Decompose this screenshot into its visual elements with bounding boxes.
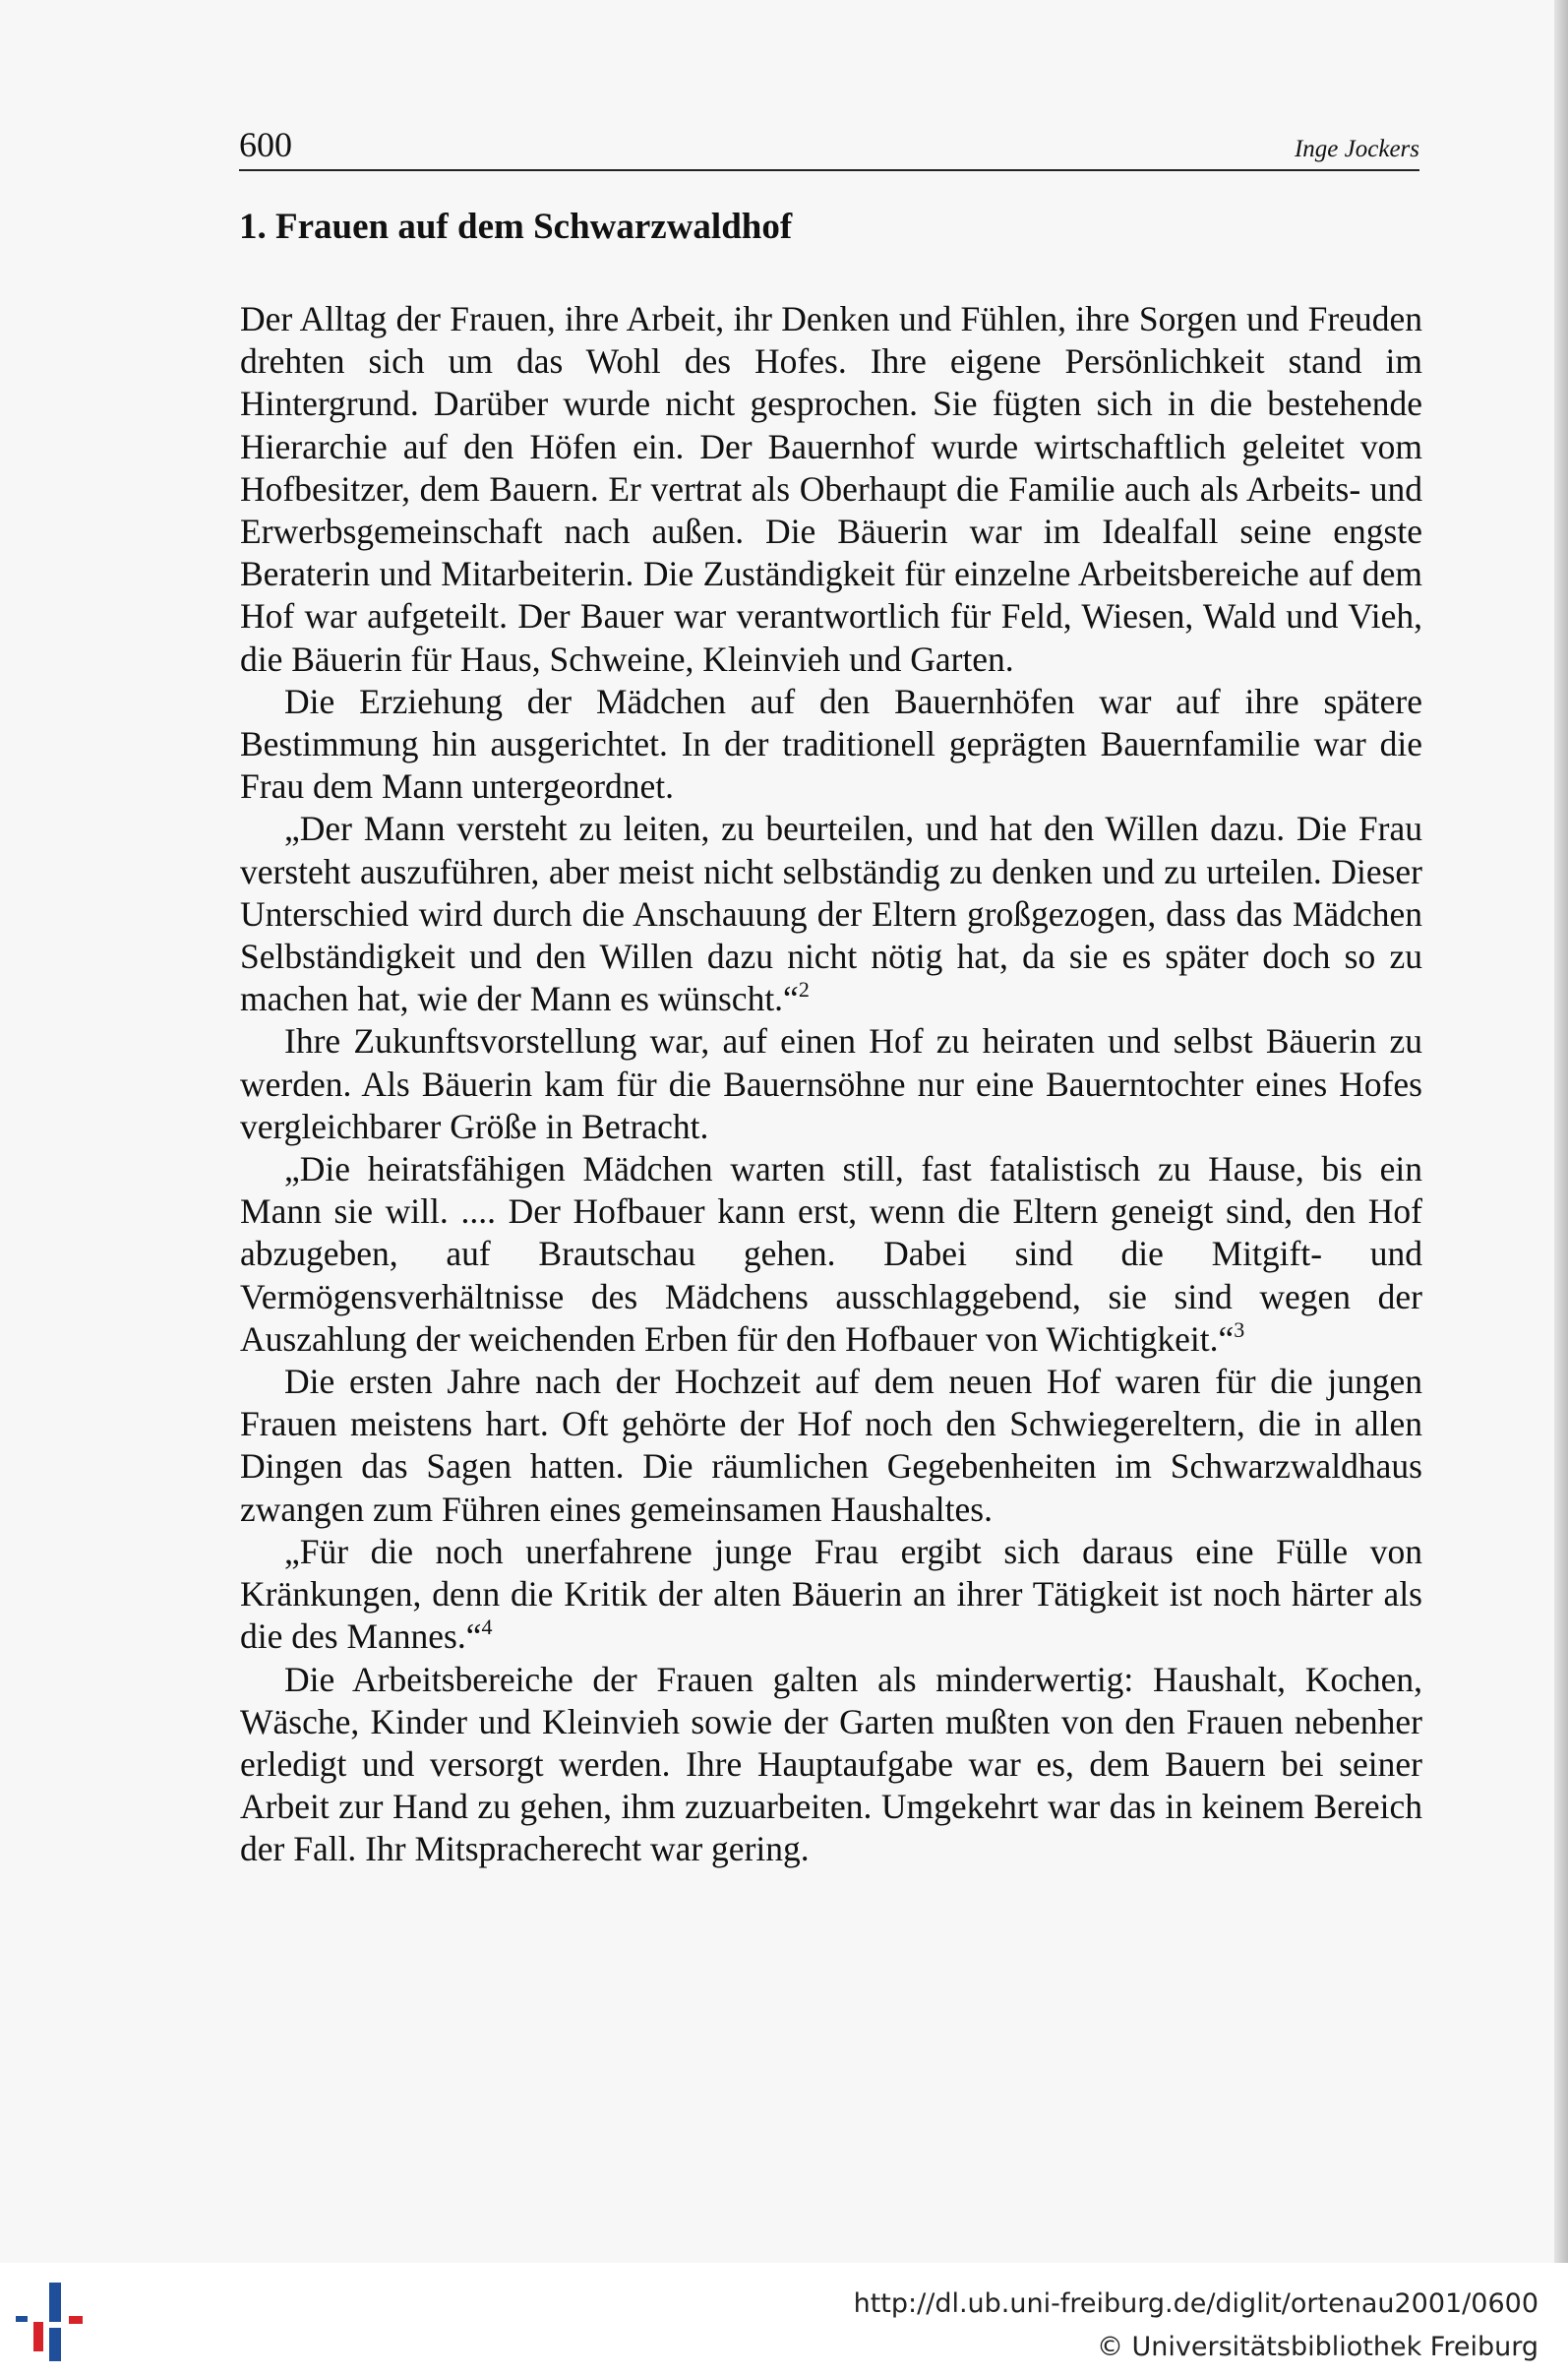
logo-bar-left — [16, 2316, 28, 2322]
logo-bar-left-red — [33, 2322, 43, 2351]
footnote-marker[interactable]: 2 — [798, 977, 810, 1003]
footnote-marker[interactable]: 4 — [481, 1614, 493, 1640]
paragraph-text: Die Arbeitsbereiche der Frauen galten als minderwertig: Haushalt, Kochen, Wäsche, Kinder und Kleinvieh sowie der Garten mußten von den Frauen nebenher erledigt und versorgt werden. Ihre Hauptaufgabe war es, dem Bauern bei seiner Arbeit zur Hand zu gehen, ihm zuzuarbeiten. Umgekehrt war das in keinem Bereich der Fall. Ihr Mitspracherecht war gering. — [240, 1659, 1422, 1869]
copyright-notice: © Universitätsbibliothek Freiburg — [1096, 2332, 1538, 2362]
running-head-author: Inge Jockers — [1294, 136, 1419, 162]
paragraph-text: „Der Mann versteht zu leiten, zu beurteilen, und hat den Willen dazu. Die Frau versteht auszuführen, aber meist nicht selbständig zu denken und zu urteilen. Dieser Unterschied wird durch die Anschauung der Eltern großgezogen, dass das Mädchen Selbständigkeit und den Willen dazu nicht nötig hat, da sie es später doch so zu machen hat, wie der Mann es wünscht.“ — [240, 809, 1422, 1019]
logo-bar-center-top — [49, 2283, 61, 2322]
page-number: 600 — [239, 125, 292, 164]
paragraph — [240, 1020, 1422, 1148]
paragraph-text: „Die heiratsfähigen Mädchen warten still, fast fatalistisch zu Hause, bis ein Mann sie will. .... Der Hofbauer kann erst, wenn die Eltern geneigt sind, den Hof abzugeben, auf Brautschau gehen. Dabei sind die Mitgift- und Vermögensverhältnisse des Mädchens ausschlaggebend, sie sind wegen der Auszahlung der weichenden Erben für den Hofbauer von Wichtigkeit.“ — [240, 1149, 1422, 1359]
scan-page-edge — [1554, 0, 1568, 2263]
logo-bar-center-bottom — [49, 2328, 61, 2361]
footnote-marker[interactable]: 3 — [1234, 1316, 1245, 1342]
paragraph-text: „Für die noch unerfahrene junge Frau ergibt sich daraus eine Fülle von Kränkungen, denn die Kritik der alten Bäuerin an ihrer Tätigkeit ist noch härter als die des Mannes.“ — [240, 1531, 1422, 1657]
ub-freiburg-logo-icon[interactable] — [16, 2283, 100, 2361]
running-head — [239, 124, 1419, 171]
viewer-footer — [0, 2263, 1568, 2376]
page-url-link[interactable]: http://dl.ub.uni-freiburg.de/diglit/ortenau2001/0600 — [853, 2288, 1538, 2319]
quotation-paragraph — [240, 1148, 1422, 1361]
quotation-paragraph — [240, 1531, 1422, 1659]
section-heading: 1. Frauen auf dem Schwarzwaldhof — [239, 207, 793, 247]
paragraph-text: Die ersten Jahre nach der Hochzeit auf dem neuen Hof waren für die jungen Frauen meistens hart. Oft gehörte der Hof noch den Schwiegereltern, die in allen Dingen das Sagen hatten. Die räumlichen Gegebenheiten im Schwarzwaldhaus zwangen zum Führen eines gemeinsamen Haushaltes. — [240, 1362, 1422, 1529]
paragraph-text: Der Alltag der Frauen, ihre Arbeit, ihr Denken und Fühlen, ihre Sorgen und Freuden drehten sich um das Wohl des Hofes. Ihre eigene Persönlichkeit stand im Hintergrund. Darüber wurde nicht gesprochen. Sie fügten sich in die bestehende Hierarchie auf den Höfen ein. Der Bauernhof wurde wirtschaftlich geleitet vom Hofbesitzer, dem Bauern. Er vertrat als Oberhaupt die Familie auch als Arbeits- und Erwerbsgemeinschaft nach außen. Die Bäuerin war im Idealfall seine engste Beraterin und Mitarbeiterin. Die Zuständigkeit für einzelne Arbeitsbereiche auf dem Hof war aufgeteilt. Der Bauer war verantwortlich für Feld, Wiesen, Wald und Vieh, die Bäuerin für Haus, Schweine, Kleinvieh und Garten. — [240, 299, 1422, 679]
paragraph — [240, 298, 1422, 681]
paragraph — [240, 1659, 1422, 1871]
paragraph — [240, 1361, 1422, 1531]
quotation-paragraph — [240, 808, 1422, 1020]
logo-bar-right-red — [69, 2316, 83, 2324]
paragraph-text: Ihre Zukunftsvorstellung war, auf einen Hof zu heiraten und selbst Bäuerin zu werden. Als Bäuerin kam für die Bauernsöhne nur eine Bauerntochter eines Hofes vergleichbarer Größe in Betracht. — [240, 1021, 1422, 1146]
paragraph — [240, 681, 1422, 809]
body-text — [240, 298, 1422, 1871]
paragraph-text: Die Erziehung der Mädchen auf den Bauernhöfen war auf ihre spätere Bestimmung hin ausgerichtet. In der traditionell geprägten Bauernfamilie war die Frau dem Mann untergeordnet. — [240, 681, 1422, 807]
